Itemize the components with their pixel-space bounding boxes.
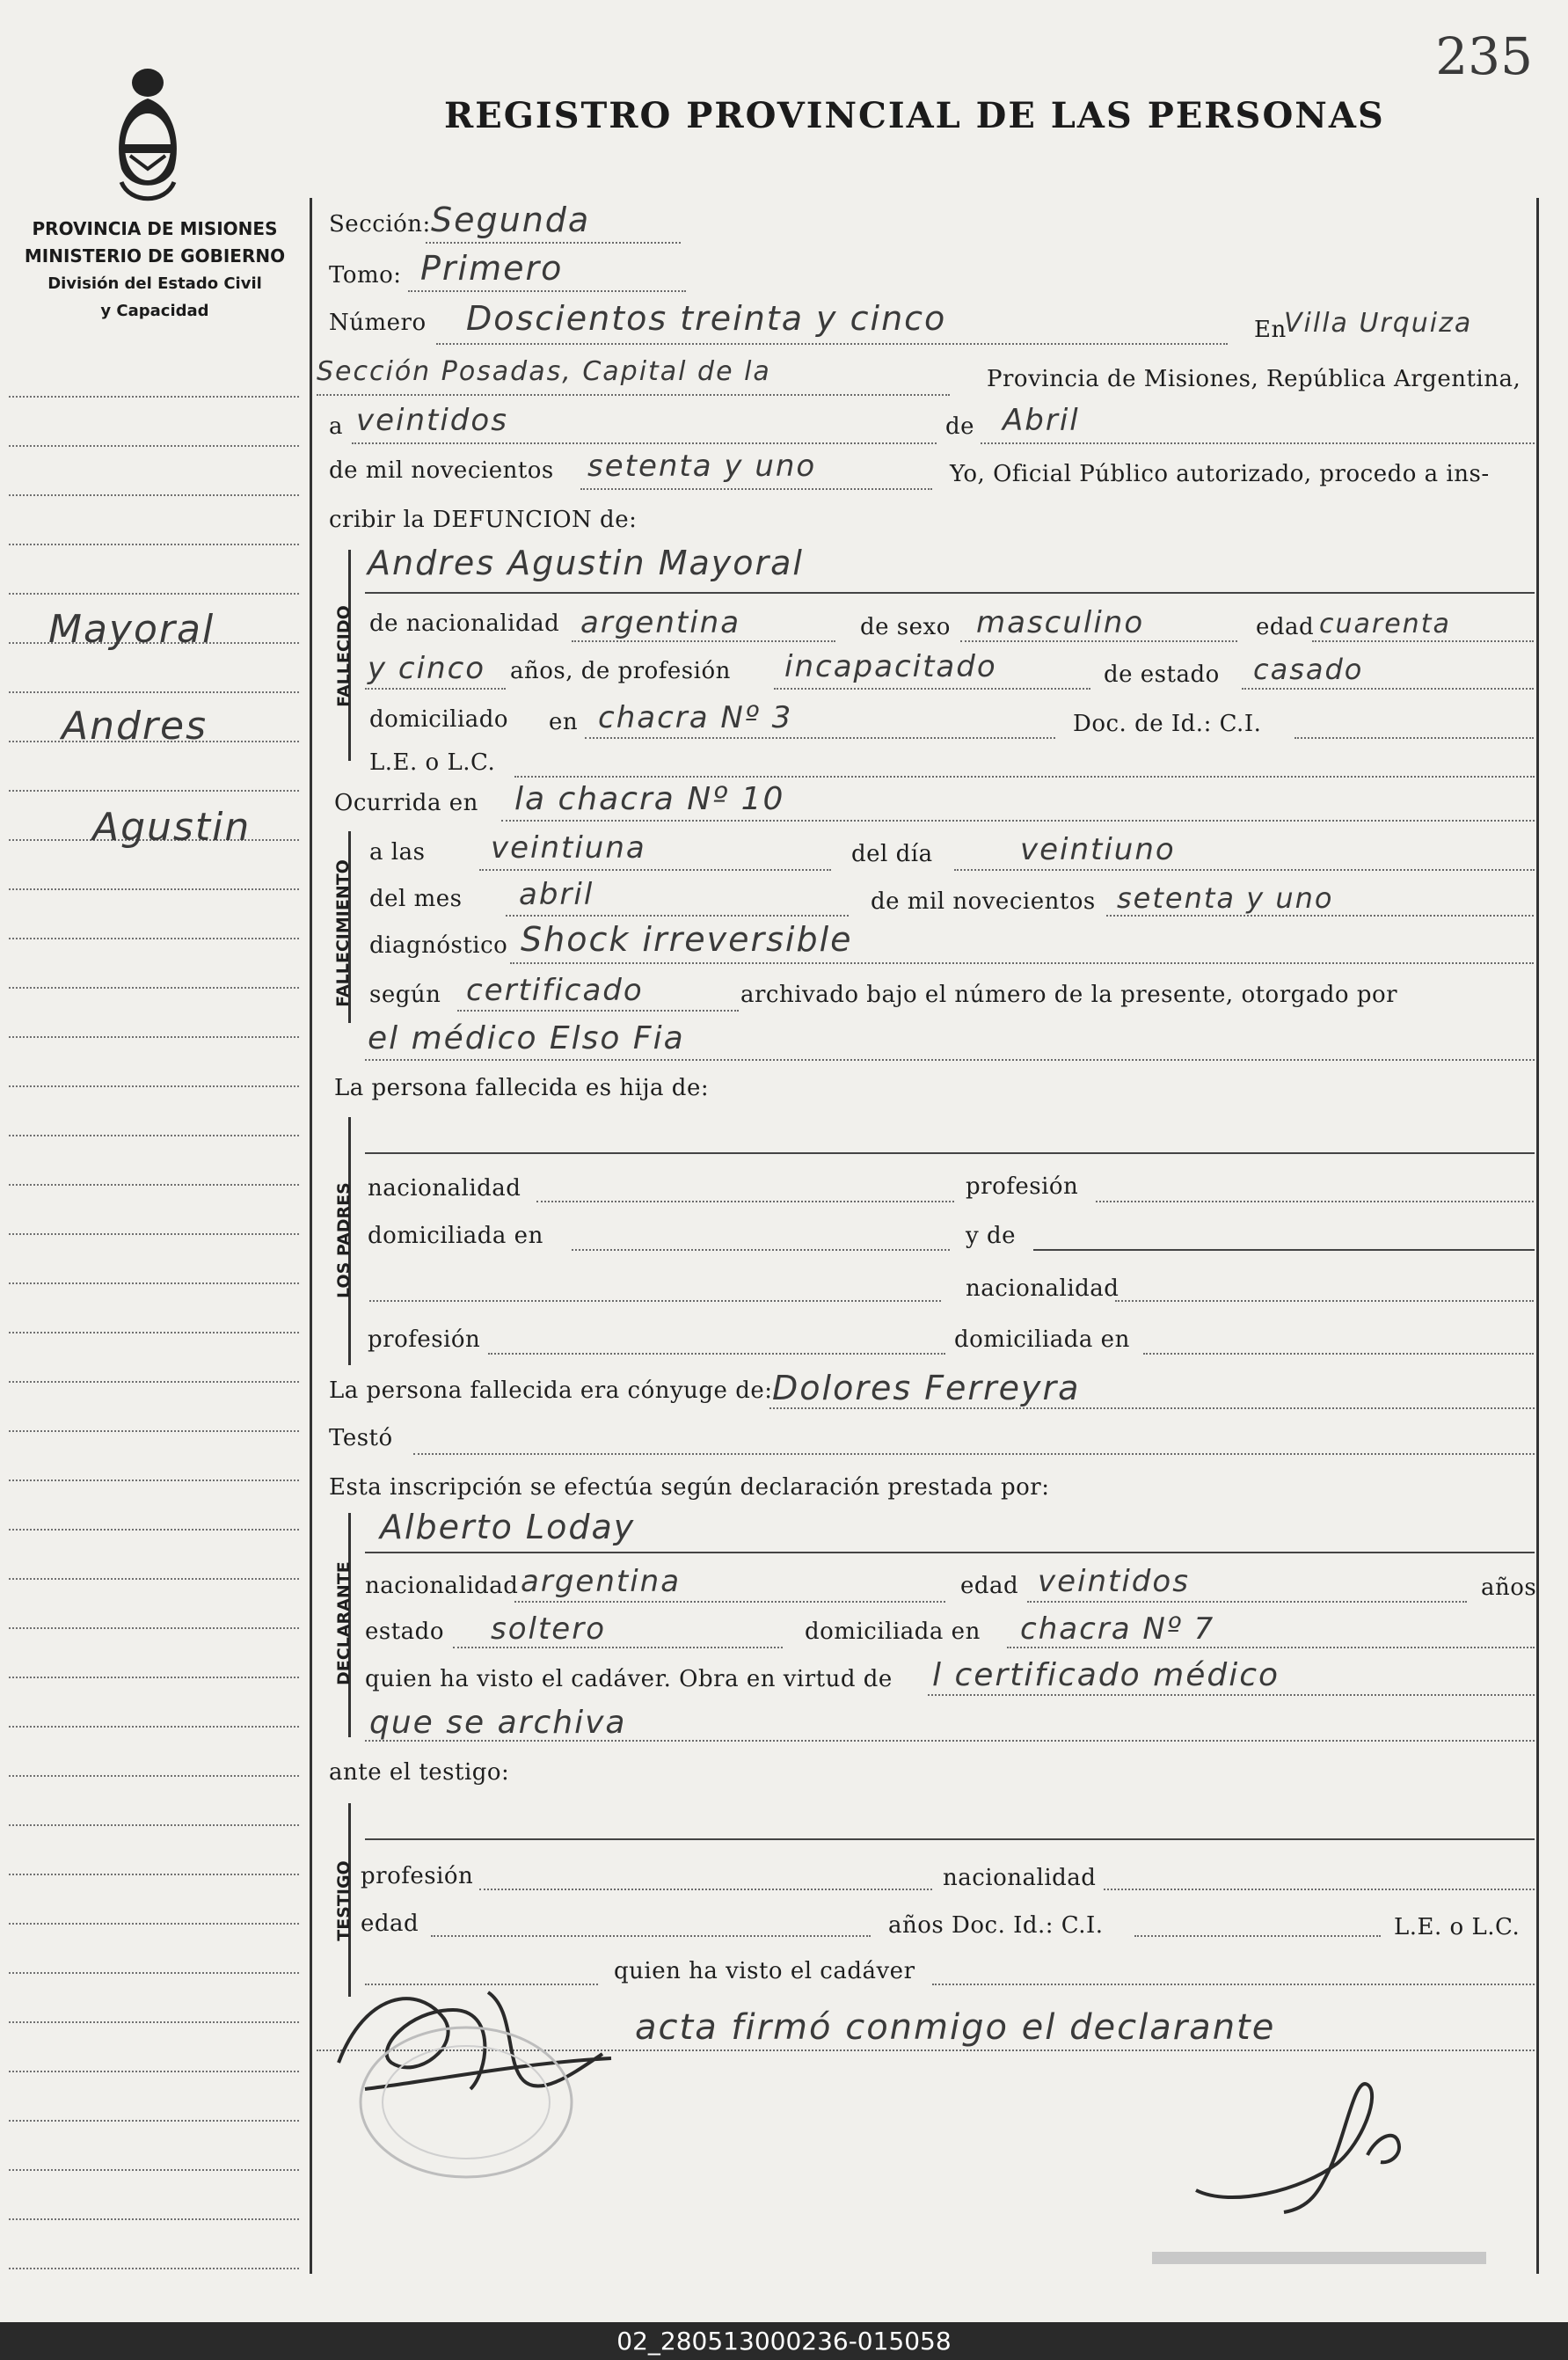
margin-ledger-line (9, 396, 299, 398)
medico-line (365, 1059, 1535, 1061)
madre-domiciliada-label: domiciliada en (954, 1326, 1130, 1353)
estado-label: de estado (1104, 661, 1220, 688)
padre-profesion-line (1096, 1201, 1534, 1202)
numero-line (436, 343, 1228, 345)
declarante-tag: DECLARANTE (334, 1561, 354, 1685)
declarante-anos-label: años (1481, 1575, 1537, 1601)
margin-ledger-line (9, 1135, 299, 1136)
edad-line (1312, 640, 1534, 642)
margin-ledger-line (9, 1332, 299, 1333)
domicilio-label: domiciliado (369, 706, 509, 733)
margin-ledger-line (9, 1677, 299, 1678)
declarante-name: Alberto Loday (380, 1508, 636, 1546)
margin-second-name: Agustin (92, 805, 252, 850)
segun-label: según (369, 982, 441, 1008)
margin-ledger-line (9, 2021, 299, 2023)
scan-id-footer: 02_280513000236-015058 (0, 2322, 1568, 2360)
declarante-nacionalidad-label: nacionalidad (365, 1573, 519, 1599)
seccion-value: Segunda (431, 201, 591, 239)
page-number: 235 (1435, 26, 1533, 86)
anio-label: de mil novecientos (871, 888, 1096, 915)
padre-nacionalidad-line (536, 1201, 954, 1202)
ocurrida-line (501, 820, 1535, 822)
testigo-profesion-label: profesión (361, 1863, 474, 1889)
margin-ledger-line (9, 987, 299, 989)
margin-ledger-line (9, 1775, 299, 1777)
padres-tag: LOS PADRES (334, 1182, 354, 1298)
declarante-domiciliada-label: domiciliada en (805, 1618, 981, 1645)
margin-surname: Mayoral (48, 607, 215, 652)
testigo-le-label: L.E. o L.C. (1394, 1914, 1521, 1940)
padre-domiciliada-label: domiciliada en (368, 1223, 543, 1249)
document-title: REGISTRO PROVINCIAL DE LAS PERSONAS (444, 95, 1385, 136)
diagnostico-label: diagnóstico (369, 932, 508, 959)
padre-domicilio-cont-line (369, 1300, 941, 1302)
mes-line (506, 915, 849, 917)
margin-ledger-line (9, 1430, 299, 1432)
margin-ledger-line (9, 1824, 299, 1826)
acta-statement: acta firmó conmigo el declarante (635, 2007, 1276, 2048)
edad-value: cuarenta (1319, 609, 1451, 639)
capacity-name: y Capacidad (100, 302, 209, 320)
month-line (981, 442, 1535, 444)
province-text: Provincia de Misiones, República Argentina, (987, 366, 1521, 392)
officer-signature (1178, 2058, 1442, 2234)
fallecimiento-tag: FALLECIMIENTO (333, 859, 353, 1007)
margin-ledger-line (9, 888, 299, 890)
testigo-intro: ante el testigo: (329, 1759, 510, 1786)
declarante-visto-value: l certificado médico (932, 1657, 1280, 1693)
margin-ledger-line (9, 593, 299, 595)
y-de-label: y de (966, 1223, 1016, 1249)
diagnostico-line (510, 962, 1534, 964)
le-label: L.E. o L.C. (369, 749, 496, 776)
place-value: Sección Posadas, Capital de la (317, 356, 771, 387)
margin-ledger-line (9, 2268, 299, 2269)
official-text: Yo, Oficial Público autorizado, procedo a ins- (950, 461, 1490, 487)
a-las-label: a las (369, 839, 426, 866)
margin-ledger-line (9, 1578, 299, 1580)
margin-ledger-line (9, 1480, 299, 1481)
margin-ledger-line (9, 1282, 299, 1284)
dia-line (954, 869, 1535, 871)
numero-label: Número (329, 310, 427, 336)
conyuge-line (769, 1407, 1535, 1409)
sexo-line (960, 640, 1237, 642)
margin-ledger-line (9, 1874, 299, 1875)
year-line (580, 488, 932, 490)
margin-ledger-line (9, 445, 299, 447)
declarante-intro: Esta inscripción se efectúa según declaración prestada por: (329, 1474, 1050, 1501)
place-line (317, 394, 950, 396)
margin-ledger-line (9, 494, 299, 496)
margin-ledger-line (9, 1726, 299, 1728)
ministry-name: MINISTERIO DE GOBIERNO (24, 245, 286, 267)
testigo-tag: TESTIGO (334, 1860, 354, 1941)
tomo-label: Tomo: (329, 262, 402, 289)
testigo-edad-label: edad (361, 1911, 419, 1937)
tomo-value: Primero (420, 249, 564, 288)
padre-nacionalidad-label: nacionalidad (368, 1175, 521, 1202)
testigo-visto-line-2 (932, 1984, 1535, 1985)
conyuge-label: La persona fallecida era cónyuge de: (329, 1377, 773, 1404)
tomo-line (408, 290, 686, 292)
declarante-domicilio-value: chacra Nº 7 (1020, 1611, 1215, 1647)
declarante-name-line (365, 1552, 1535, 1553)
declarante-visto-line (928, 1694, 1535, 1696)
year-label: de mil novecientos (329, 457, 554, 484)
margin-ledger-line (9, 1627, 299, 1629)
padre-domiciliada-line (572, 1249, 950, 1251)
profesion-value: incapacitado (784, 649, 997, 684)
dia-value: veintiuno (1020, 832, 1176, 867)
medico-value: el médico Elso Fia (368, 1020, 685, 1056)
numero-value: Doscientos treinta y cinco (466, 299, 947, 338)
form-right-border (1536, 198, 1539, 2274)
margin-ledger-line (9, 691, 299, 693)
declarante-estado-line (453, 1647, 783, 1648)
profesion-line (774, 688, 1090, 690)
anio-line (1106, 915, 1534, 917)
edad-cont-line (365, 688, 506, 690)
year-value: setenta y uno (587, 449, 817, 484)
madre-nacionalidad-line (1115, 1300, 1534, 1302)
madre-domiciliada-line (1143, 1353, 1534, 1355)
domicilio-line (585, 737, 1055, 739)
sexo-value: masculino (976, 605, 1145, 640)
inscribir-text: cribir la DEFUNCION de: (329, 507, 638, 533)
deceased-name: Andres Agustin Mayoral (368, 544, 804, 582)
doc-line (1295, 737, 1534, 739)
issuing-authority (0, 216, 310, 325)
testigo-visto-label: quien ha visto el cadáver (614, 1958, 915, 1984)
doc-label: Doc. de Id.: C.I. (1073, 711, 1262, 737)
padres-intro: La persona fallecida es hija de: (334, 1075, 710, 1101)
sexo-label: de sexo (860, 614, 951, 640)
testo-label: Testó (329, 1425, 393, 1451)
faded-stamp-text (1143, 2234, 1513, 2287)
madre-nacionalidad-label: nacionalidad (966, 1275, 1119, 1302)
declarante-edad-label: edad (960, 1573, 1019, 1599)
margin-ledger-line (9, 544, 299, 545)
ocurrida-label: Ocurrida en (334, 790, 478, 816)
month-value: Abril (1003, 403, 1080, 438)
estado-value: casado (1253, 653, 1364, 686)
margin-ledger-line (9, 1036, 299, 1038)
margin-ledger-line (9, 938, 299, 939)
edad-label: edad (1256, 614, 1315, 640)
margin-ledger-line (9, 1529, 299, 1531)
deceased-name-line (365, 592, 1535, 594)
testo-line (413, 1453, 1535, 1455)
del-mes-label: del mes (369, 886, 463, 912)
day-line (352, 442, 937, 444)
testigo-nacionalidad-line (1104, 1889, 1535, 1890)
ocurrida-value: la chacra Nº 10 (514, 781, 785, 817)
madre-name-line (1033, 1249, 1535, 1251)
padre-name-line (365, 1152, 1535, 1154)
day-value: veintidos (356, 403, 508, 438)
declarante-estado-value: soltero (491, 1611, 606, 1647)
declarante-estado-label: estado (365, 1618, 444, 1645)
estado-line (1242, 688, 1534, 690)
declarante-domicilio-line (1007, 1647, 1535, 1648)
round-stamp (334, 2014, 598, 2190)
testigo-name-line (365, 1838, 1535, 1840)
province-name: PROVINCIA DE MISIONES (32, 218, 278, 239)
testigo-edad-line (431, 1935, 871, 1937)
testigo-anos-doc-label: años Doc. Id.: C.I. (888, 1912, 1104, 1939)
en-label: En (1254, 317, 1287, 343)
testigo-profesion-line (479, 1889, 932, 1890)
margin-ledger-line (9, 2120, 299, 2122)
testigo-nacionalidad-label: nacionalidad (943, 1865, 1097, 1891)
declarante-visto-cont-line (365, 1740, 1535, 1742)
segun-line (457, 1010, 739, 1012)
domicilio-value: chacra Nº 3 (598, 700, 793, 735)
testigo-doc-line (1134, 1935, 1381, 1937)
fallecido-tag: FALLECIDO (334, 605, 354, 707)
hora-value: veintiuna (491, 830, 646, 866)
declarante-visto-label: quien ha visto el cadáver. Obra en virtud de (365, 1666, 893, 1692)
margin-ledger-line (9, 1085, 299, 1087)
margin-ledger-line (9, 1233, 299, 1235)
margin-first-name: Andres (62, 704, 208, 749)
a-label: a (329, 413, 344, 440)
margin-ledger-line (9, 1184, 299, 1186)
margin-ledger-line (9, 2071, 299, 2072)
madre-profesion-line (488, 1353, 945, 1355)
diagnostico-value: Shock irreversible (521, 920, 853, 959)
division-name: División del Estado Civil (47, 274, 262, 293)
declarante-visto-value-cont: que se archiva (369, 1705, 627, 1741)
fallecido-nacionalidad-value: argentina (580, 605, 741, 640)
conyuge-value: Dolores Ferreyra (772, 1369, 1081, 1407)
mes-value: abril (519, 877, 594, 912)
padre-profesion-label: profesión (966, 1173, 1079, 1200)
margin-ledger-line (9, 1923, 299, 1925)
domicilio-en-label: en (549, 709, 579, 735)
del-dia-label: del día (851, 841, 933, 867)
declarante-nacionalidad-value: argentina (521, 1564, 682, 1599)
declarante-nacionalidad-line (514, 1601, 945, 1603)
en-value: Villa Urquiza (1284, 308, 1473, 339)
madre-profesion-label: profesión (368, 1326, 481, 1353)
margin-ledger-line (9, 1381, 299, 1383)
fallecido-nacionalidad-line (572, 640, 835, 642)
anio-value: setenta y uno (1117, 881, 1334, 915)
coat-of-arms-seal (104, 63, 192, 211)
segun-value: certificado (466, 973, 644, 1008)
fallecido-nacionalidad-label: de nacionalidad (369, 610, 560, 637)
margin-ledger-line (9, 1972, 299, 1974)
margin-ledger-line (9, 2218, 299, 2220)
margin-ledger-line (9, 790, 299, 792)
de-label: de (945, 413, 975, 440)
anos-profesion-label: años, de profesión (510, 658, 731, 684)
edad-value-cont: y cinco (368, 651, 486, 686)
archivado-text: archivado bajo el número de la presente, otorgado por (740, 982, 1398, 1008)
margin-ledger-line (9, 2169, 299, 2171)
seccion-line (426, 242, 681, 244)
declarante-edad-line (1027, 1601, 1467, 1603)
le-line (514, 776, 1535, 778)
declarante-edad-value: veintidos (1038, 1564, 1190, 1599)
seccion-label: Sección: (329, 211, 431, 237)
hora-line (479, 869, 831, 871)
